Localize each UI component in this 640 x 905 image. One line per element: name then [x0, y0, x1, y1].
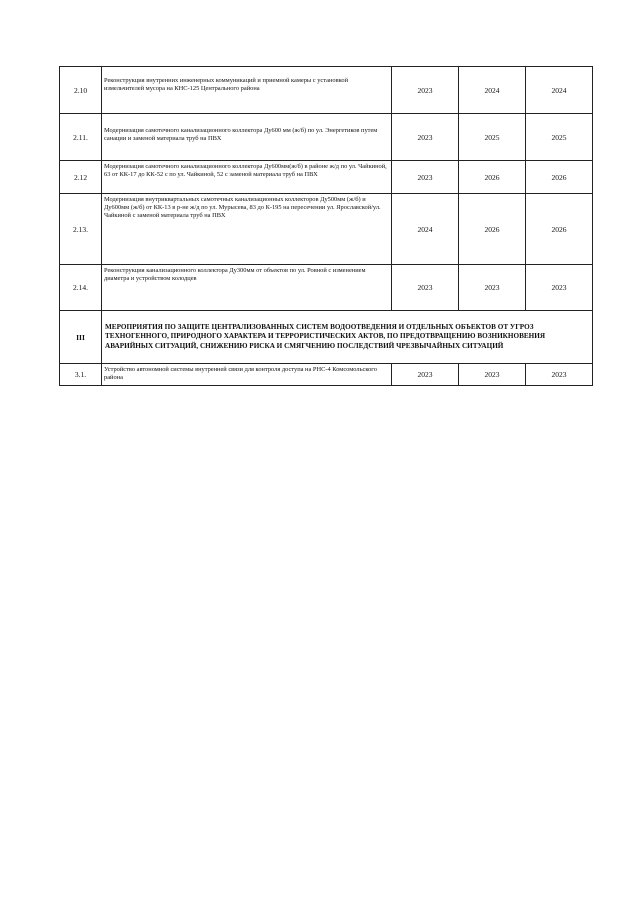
year-end: 2023	[459, 364, 526, 386]
year-end: 2026	[459, 161, 526, 194]
table-row	[60, 364, 593, 386]
year-start: 2023	[392, 161, 459, 194]
year-complete: 2023	[526, 364, 593, 386]
section-row	[60, 311, 593, 364]
year-complete: 2025	[526, 114, 593, 161]
table-row	[60, 114, 593, 161]
table-row	[60, 265, 593, 311]
section-number: III	[60, 311, 102, 364]
row-number: 3.1.	[60, 364, 102, 386]
year-end: 2024	[459, 67, 526, 114]
row-description: Модернизация самотечного канализационного коллектора Ду600мм(ж/б) в районе ж/д по ул. Чайкиной, 63 от КК-17 до КК-52 с по ул. Чайкиной, 52 с заменой материала труб на ПВХ	[102, 161, 392, 194]
table-row	[60, 161, 593, 194]
row-description: Реконструкция канализационного коллектора Ду300мм от объектов по ул. Ровной с изменением диаметра и устройством колодцев	[102, 265, 392, 311]
year-complete: 2024	[526, 67, 593, 114]
table-row	[60, 67, 593, 114]
year-complete: 2023	[526, 265, 593, 311]
row-number: 2.10	[60, 67, 102, 114]
year-start: 2023	[392, 114, 459, 161]
year-end: 2025	[459, 114, 526, 161]
row-description: Реконструкция внутренних инженерных коммуникаций и приемной камеры с установкой измельчителей мусора на КНС-125 Центрального района	[102, 67, 392, 114]
row-description: Устройство автономной системы внутренней связи для контроля доступа на РНС-4 Комсомольского района	[102, 364, 392, 386]
year-start: 2023	[392, 265, 459, 311]
year-start: 2023	[392, 364, 459, 386]
row-number: 2.11.	[60, 114, 102, 161]
year-end: 2026	[459, 194, 526, 265]
measures-table	[59, 66, 593, 386]
year-complete: 2026	[526, 194, 593, 265]
year-complete: 2026	[526, 161, 593, 194]
row-number: 2.13.	[60, 194, 102, 265]
section-title: МЕРОПРИЯТИЯ ПО ЗАЩИТЕ ЦЕНТРАЛИЗОВАННЫХ СИСТЕМ ВОДООТВЕДЕНИЯ И ОТДЕЛЬНЫХ ОБЪЕКТОВ ОТ УГРОЗ ТЕХНОГЕННОГО, ПРИРОДНОГО ХАРАКТЕРА И ТЕРРОРИСТИЧЕСКИХ АКТОВ, ПО ПРЕДОТВРАЩЕНИЮ ВОЗНИКНОВЕНИЯ АВАРИЙНЫХ СИТУАЦИЙ, СНИЖЕНИЮ РИСКА И СМЯГЧЕНИЮ ПОСЛЕДСТВИЙ ЧРЕЗВЫЧАЙНЫХ СИТУАЦИЙ	[102, 311, 593, 364]
row-description: Модернизация внутриквартальных самотечных канализационных коллекторов Ду500мм (ж/б) и Ду600мм (ж/б) от КК-13 в р-не ж/д по ул. Мурысева, 83 до К-195 на пересечении ул. Ярославской/ул. Чайкиной с заменой материала труб на ПВХ	[102, 194, 392, 265]
year-start: 2023	[392, 67, 459, 114]
row-number: 2.12	[60, 161, 102, 194]
year-end: 2023	[459, 265, 526, 311]
row-description: Модернизация самотечного канализационного коллектора Ду600 мм (ж/б) по ул. Энергетиков путем санации и заменой материала труб на ПВХ	[102, 114, 392, 161]
year-start: 2024	[392, 194, 459, 265]
row-number: 2.14.	[60, 265, 102, 311]
table-row	[60, 194, 593, 265]
